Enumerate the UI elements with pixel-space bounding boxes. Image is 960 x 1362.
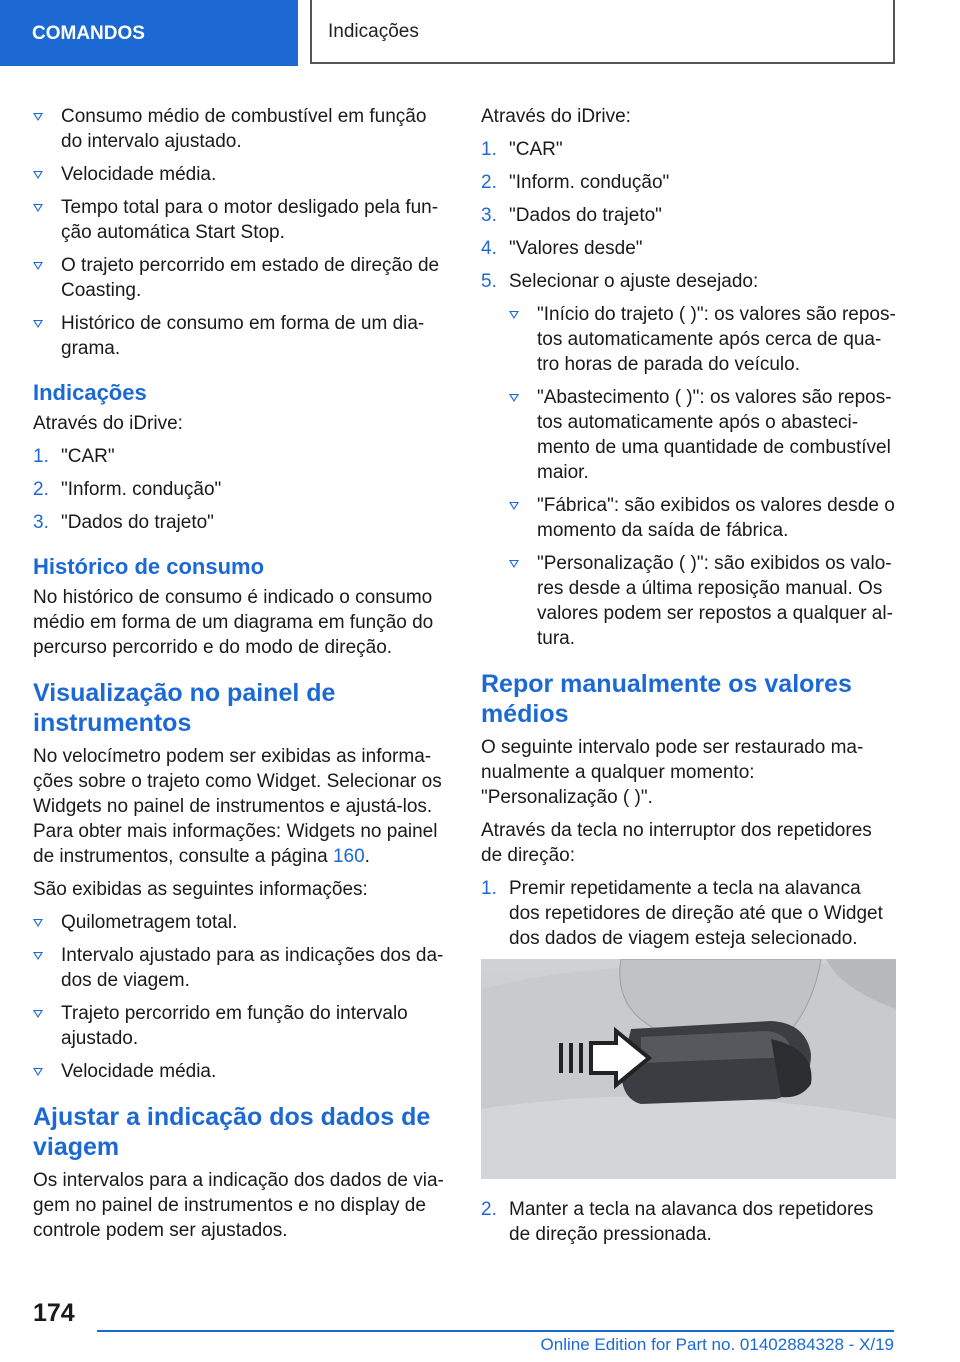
step-item: 5. Selecionar o ajuste desejado: "Início do trajeto ( )": os valores são repos‐tos automaticamente após cerca de qua‐tro horas de parada do veículo. "Abastecimento ( )": os valores são repos‐tos automaticamente após o abasteci‐mento de uma quantidade de combustível maior. "Fábrica": são exibidos os valores desde o momento da saída de fábrica. "Personalização ( )": são exibidos os valo‐res desde a última reposição manual. Os valores podem ser repostos a qualquer al‐tura.: [481, 271, 896, 649]
heading-historico: Histórico de consumo: [33, 554, 265, 579]
tecla-text: Através da tecla no interruptor dos repetidores de direção:: [481, 820, 872, 866]
right-steps: [481, 137, 896, 651]
list-item: Trajeto percorrido em função do intervalo ajustado.: [33, 1001, 448, 1051]
list-item: "Fábrica": são exibidos os valores desde o momento da saída de fábrica.: [509, 493, 896, 543]
step-item: 1. "CAR": [481, 139, 563, 160]
step-item: 2. Manter a tecla na alavanca dos repetidores de direção pressionada.: [481, 1199, 874, 1245]
list-item: Intervalo ajustado para as indicações dos da‐dos de viagem.: [33, 943, 448, 993]
triangle-bullet-icon: [33, 204, 43, 212]
left-column: [33, 104, 448, 1251]
section-tab: COMANDOS: [0, 0, 298, 66]
heading-ajustar: Ajustar a indicação dos dados de viagem: [33, 1103, 431, 1161]
repor-steps: [481, 876, 896, 951]
sub-bullet-list: [509, 302, 896, 651]
triangle-bullet-icon: [33, 262, 43, 270]
triangle-bullet-icon: [33, 171, 43, 179]
triangle-bullet-icon: [33, 952, 43, 960]
list-item: "Personalização ( )": são exibidos os valo‐res desde a última reposição manual. Os valores podem ser repostos a qualquer al‐tura.: [509, 551, 896, 651]
list-item: Tempo total para o motor desligado pela fun‐ção automática Start Stop.: [33, 195, 448, 245]
heading-visualizacao: Visualização no painel de instrumentos: [33, 679, 336, 737]
lever-drawing: [481, 959, 896, 1179]
step-item: 2. "Inform. condução": [33, 479, 222, 500]
list-item: Quilometragem total.: [33, 910, 448, 935]
list-item: "Início do trajeto ( )": os valores são repos‐tos automaticamente após cerca de qua‐tro horas de parada do veículo.: [509, 302, 896, 377]
bullet-list-exibidas: [33, 910, 448, 1084]
heading-repor: Repor manualmente os valores médios: [481, 670, 852, 728]
triangle-bullet-icon: [33, 113, 43, 121]
indicacoes-intro: Através do iDrive:: [33, 413, 183, 434]
triangle-bullet-icon: [33, 320, 43, 328]
indicacoes-steps: [33, 444, 448, 535]
step-item: 4. "Valores desde": [481, 238, 643, 259]
triangle-bullet-icon: [33, 1010, 43, 1018]
page-link[interactable]: 160: [332, 846, 365, 867]
exibidas-intro: São exibidas as seguintes informações:: [33, 879, 368, 900]
list-item: Velocidade média.: [33, 1059, 448, 1084]
bullet-list-top: [33, 104, 448, 361]
list-item: Consumo médio de combustível em função do intervalo ajustado.: [33, 104, 448, 154]
triangle-bullet-icon: [33, 919, 43, 927]
footer-divider: [97, 1330, 894, 1332]
list-item: O trajeto percorrido em estado de direção de Coasting.: [33, 253, 448, 303]
visualizacao-text: No velocímetro podem ser exibidas as informa‐ções sobre o trajeto como Widget. Selecionar os Widgets no painel de instrumentos e ajustá-los. Para obter mais informações: Widgets no painel de instrumentos, consulte a página 160.: [33, 746, 442, 867]
page-header: [0, 0, 960, 66]
step-item: 1. Premir repetidamente a tecla na alavanca dos repetidores de direção até que o Widget dos dados de viagem esteja selecionado.: [481, 878, 883, 949]
list-item: Histórico de consumo em forma de um dia‐grama.: [33, 311, 448, 361]
step-item: 3. "Dados do trajeto": [481, 205, 662, 226]
turn-signal-lever-illustration: [481, 959, 896, 1179]
historico-text: No histórico de consumo é indicado o consumo médio em forma de um diagrama em função do percurso percorrido e do modo de direção.: [33, 587, 434, 658]
step-item: 1. "CAR": [33, 446, 115, 467]
right-column: [481, 104, 896, 1255]
repor-text: O seguinte intervalo pode ser restaurado ma‐nualmente a qualquer momento: "Personalização ( )".: [481, 737, 864, 808]
ajustar-text: Os intervalos para a indicação dos dados de via‐gem no painel de instrumentos e no display de controle podem ser ajustados.: [33, 1170, 444, 1241]
heading-indicacoes: Indicações: [33, 380, 147, 405]
triangle-bullet-icon: [33, 1068, 43, 1076]
triangle-bullet-icon: [509, 560, 519, 568]
triangle-bullet-icon: [509, 311, 519, 319]
list-item: Velocidade média.: [33, 162, 448, 187]
repor-steps-2: [481, 1197, 896, 1247]
edition-note: Online Edition for Part no. 01402884328 - X/19: [540, 1335, 894, 1354]
list-item: "Abastecimento ( )": os valores são repos‐tos automaticamente após o abasteci‐mento de uma quantidade de combustível maior.: [509, 385, 896, 485]
page-number: 174: [33, 1299, 75, 1327]
right-intro: Através do iDrive:: [481, 106, 631, 127]
triangle-bullet-icon: [509, 502, 519, 510]
step-item: 3. "Dados do trajeto": [33, 512, 214, 533]
triangle-bullet-icon: [509, 394, 519, 402]
step-item: 2. "Inform. condução": [481, 172, 670, 193]
chapter-title: Indicações: [310, 0, 895, 64]
